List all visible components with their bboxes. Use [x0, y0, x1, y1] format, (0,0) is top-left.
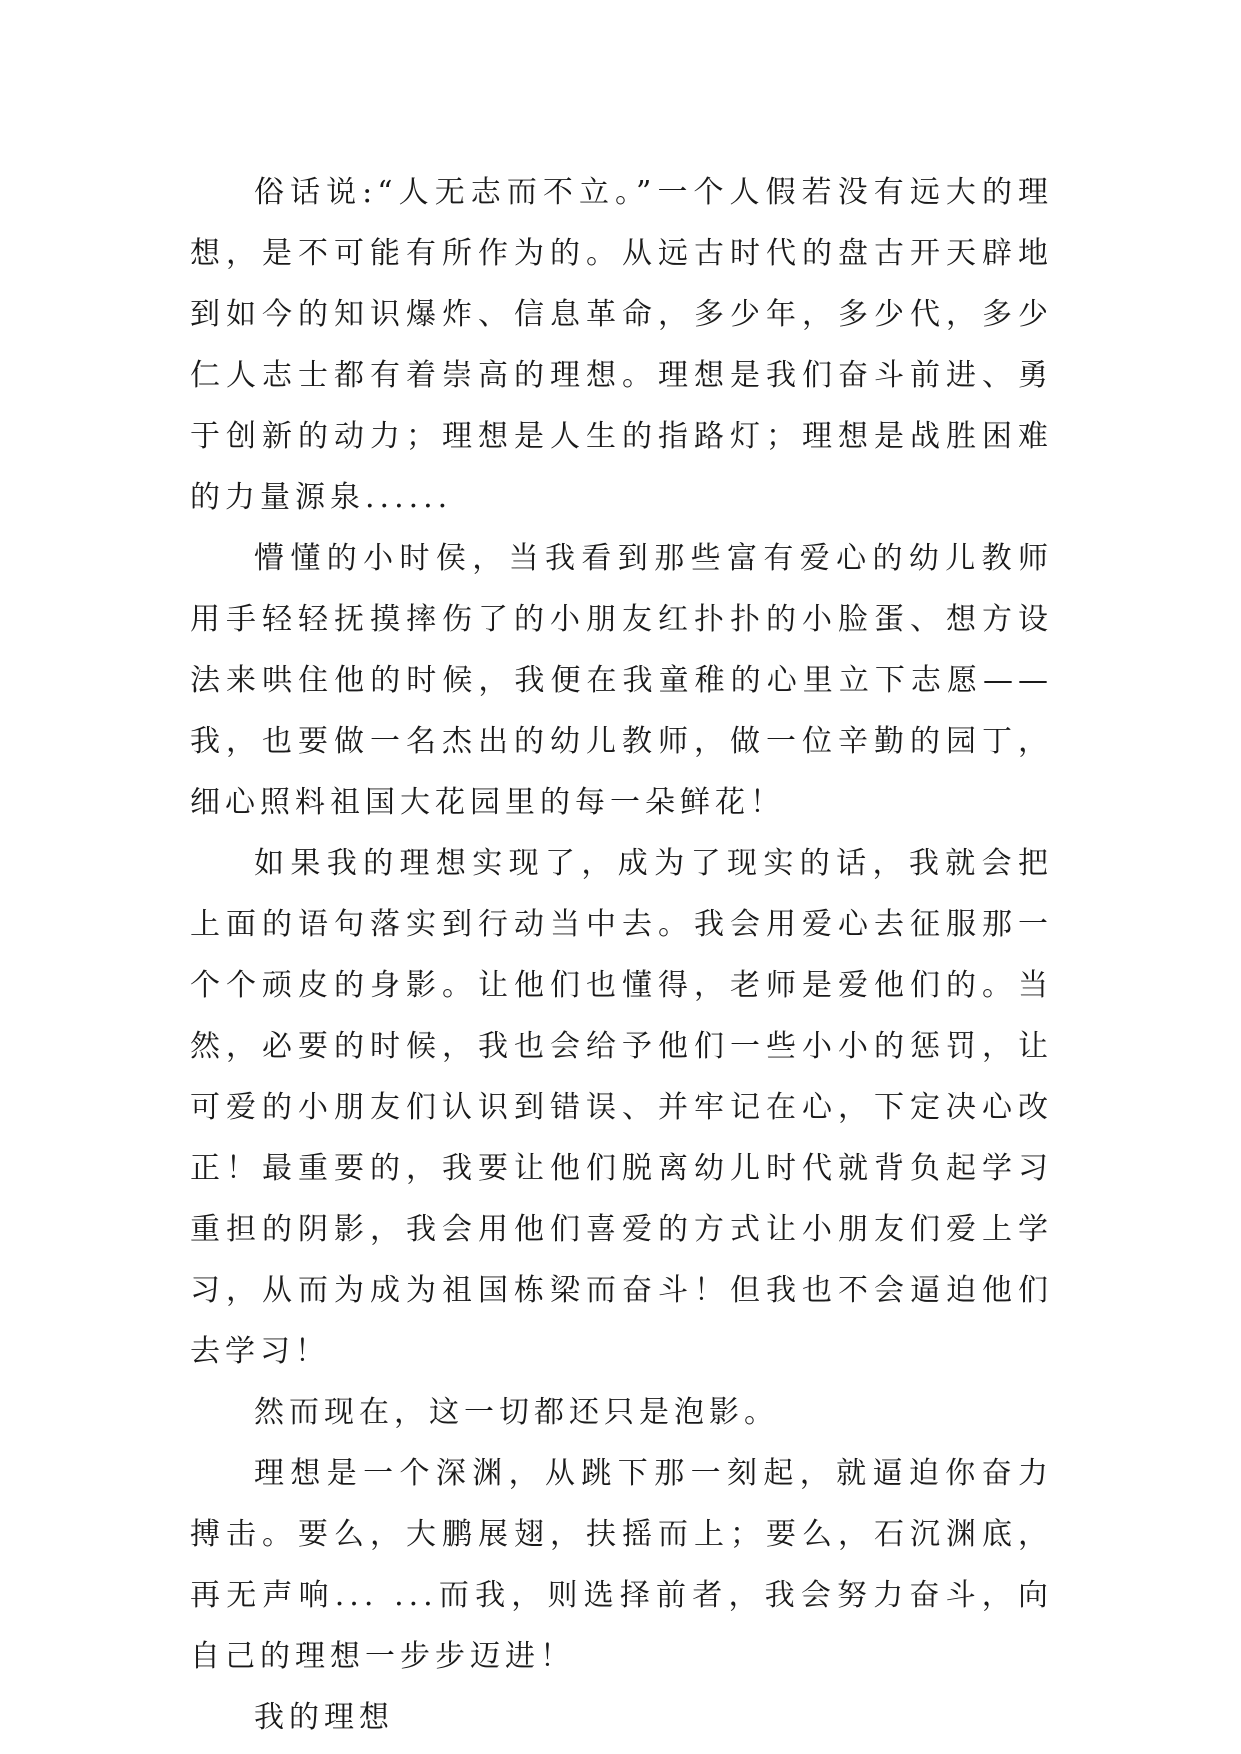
paragraph-6: 我的理想 — [254, 1700, 394, 1735]
document-body — [190, 162, 1053, 1748]
paragraph-2: 懵懂的小时侯，当我看到那些富有爱心的幼儿教师用手轻轻抚摸摔伤了的小朋友红扑扑的小脸蛋、想方设法来哄住他的时候，我便在我童稚的心里立下志愿——我，也要做一名杰出的幼儿教师，做一位辛勤的园丁，细心照料祖国大花园里的每一朵鲜花！ — [190, 541, 1053, 820]
paragraph-5: 理想是一个深渊，从跳下那一刻起，就逼迫你奋力搏击。要么，大鹏展翅，扶摇而上；要么，石沉渊底，再无声响... ...而我，则选择前者，我会努力奋斗，向自己的理想一步步迈进！ — [190, 1456, 1053, 1674]
paragraph-3: 如果我的理想实现了，成为了现实的话，我就会把上面的语句落实到行动当中去。我会用爱心去征服那一个个顽皮的身影。让他们也懂得，老师是爱他们的。当然，必要的时候，我也会给予他们一些小小的惩罚，让可爱的小朋友们认识到错误、并牢记在心，下定决心改正！最重要的，我要让他们脱离幼儿时代就背负起学习重担的阴影，我会用他们喜爱的方式让小朋友们爱上学习，从而为成为祖国栋梁而奋斗！但我也不会逼迫他们去学习！ — [190, 846, 1053, 1369]
paragraph-1: 俗话说:“人无志而不立。”一个人假若没有远大的理想，是不可能有所作为的。从远古时代的盘古开天辟地到如今的知识爆炸、信息革命，多少年，多少代，多少仁人志士都有着崇高的理想。理想是我们奋斗前进、勇于创新的动力；理想是人生的指路灯；理想是战胜困难的力量源泉...... — [190, 175, 1053, 515]
paragraph-4: 然而现在，这一切都还只是泡影。 — [254, 1395, 779, 1430]
